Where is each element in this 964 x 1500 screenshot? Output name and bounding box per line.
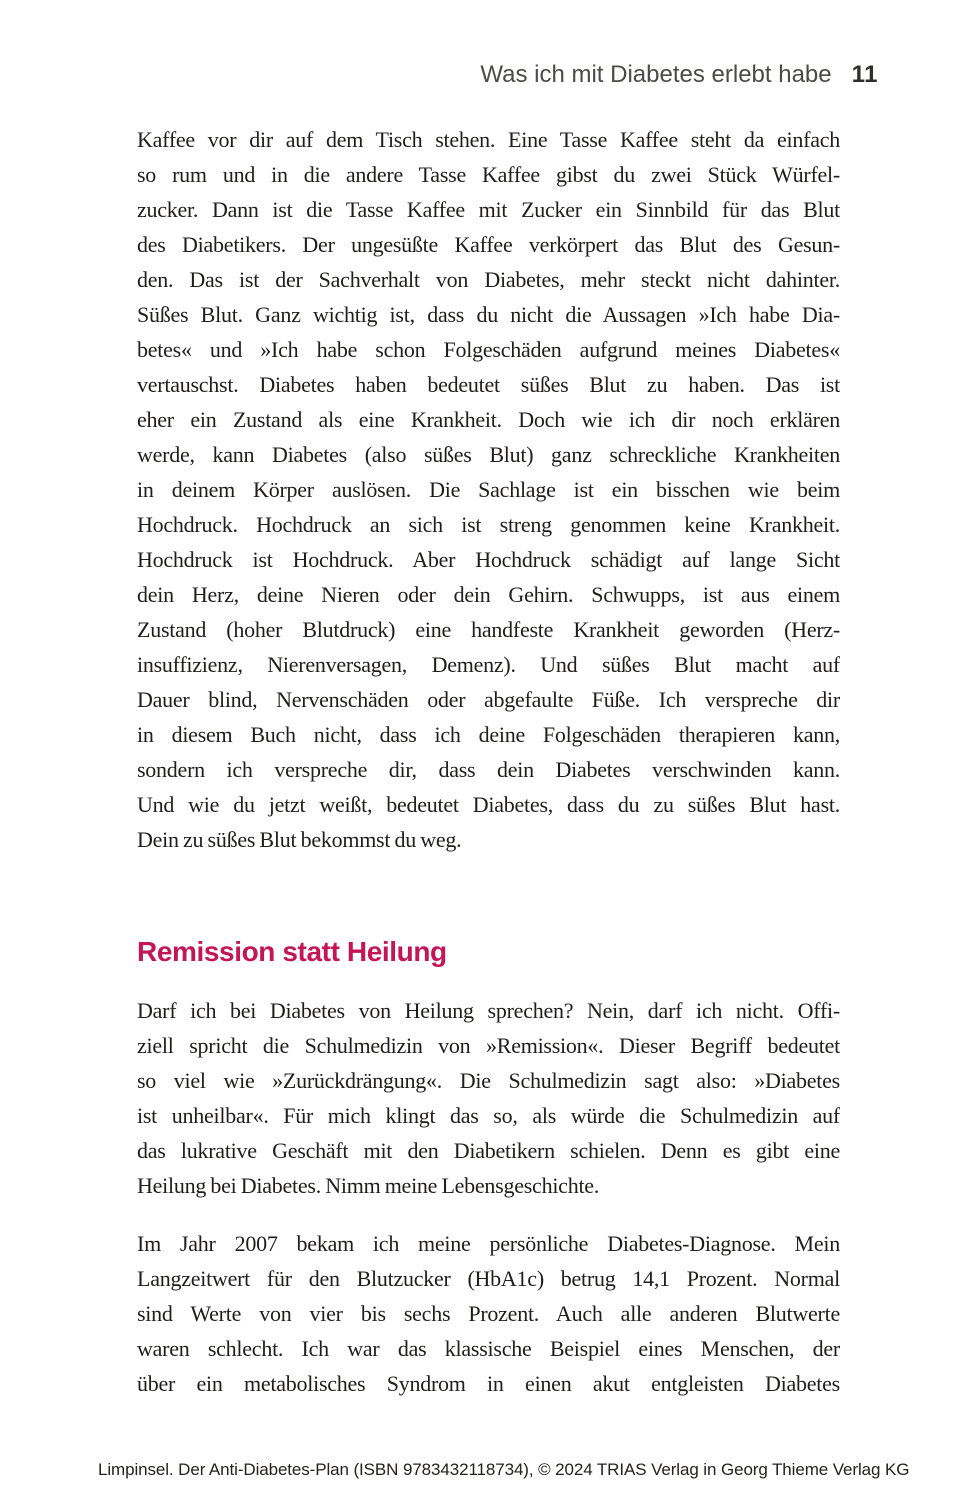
text-line: den. Das ist der Sachverhalt von Diabetes, mehr steckt nicht dahinter. bbox=[137, 267, 840, 292]
text-line: eher ein Zustand als eine Krankheit. Doch wie ich dir noch erklären bbox=[137, 407, 840, 432]
text-line: über ein metabolisches Syndrom in einen akut entgleisten Diabetes bbox=[137, 1371, 840, 1396]
text-line: ziell spricht die Schulmedizin von »Remission«. Dieser Begriff bedeutet bbox=[137, 1033, 840, 1058]
text-line: vertauschst. Diabetes haben bedeutet süßes Blut zu haben. Das ist bbox=[137, 372, 840, 397]
text-line: Langzeitwert für den Blutzucker (HbA1c) betrug 14,1 Prozent. Normal bbox=[137, 1266, 840, 1291]
text-line: in diesem Buch nicht, dass ich deine Folgeschäden therapieren kann, bbox=[137, 722, 840, 747]
text-line: Dauer blind, Nervenschäden oder abgefaulte Füße. Ich verspreche dir bbox=[137, 687, 840, 712]
text-line: das lukrative Geschäft mit den Diabetikern schielen. Denn es gibt eine bbox=[137, 1138, 840, 1163]
running-header bbox=[137, 60, 878, 90]
running-title: Was ich mit Diabetes erlebt habe bbox=[480, 61, 832, 88]
body-paragraph-3 bbox=[137, 1226, 840, 1401]
text-line: insuffizienz, Nierenversagen, Demenz). Und süßes Blut macht auf bbox=[137, 652, 840, 677]
page-number: 11 bbox=[851, 61, 878, 88]
text-line: Süßes Blut. Ganz wichtig ist, dass du nicht die Aussagen »Ich habe Dia- bbox=[137, 302, 840, 327]
text-line: betes« und »Ich habe schon Folgeschäden aufgrund meines Diabetes« bbox=[137, 337, 840, 362]
text-line: Zustand (hoher Blutdruck) eine handfeste Krankheit geworden (Herz- bbox=[137, 617, 840, 642]
text-line: waren schlecht. Ich war das klassische Beispiel eines Menschen, der bbox=[137, 1336, 840, 1361]
text-line: des Diabetikers. Der ungesüßte Kaffee verkörpert das Blut des Gesun- bbox=[137, 232, 840, 257]
text-line: Hochdruck ist Hochdruck. Aber Hochdruck schädigt auf lange Sicht bbox=[137, 547, 840, 572]
text-line: sondern ich verspreche dir, dass dein Diabetes verschwinden kann. bbox=[137, 757, 840, 782]
text-line: Dein zu süßes Blut bekommst du weg. bbox=[137, 827, 462, 852]
footer-credit-line: Limpinsel. Der Anti-Diabetes-Plan (ISBN 9783432118734), © 2024 TRIAS Verlag in Georg Thieme Verlag KG bbox=[98, 1460, 910, 1479]
text-line: Darf ich bei Diabetes von Heilung sprechen? Nein, darf ich nicht. Offi- bbox=[137, 998, 840, 1023]
text-line: sind Werte von vier bis sechs Prozent. Auch alle anderen Blutwerte bbox=[137, 1301, 840, 1326]
text-line: ist unheilbar«. Für mich klingt das so, als würde die Schulmedizin auf bbox=[137, 1103, 840, 1128]
body-paragraph-1 bbox=[137, 122, 840, 857]
text-line: werde, kann Diabetes (also süßes Blut) ganz schreckliche Krankheiten bbox=[137, 442, 840, 467]
text-line: so viel wie »Zurückdrängung«. Die Schulmedizin sagt also: »Diabetes bbox=[137, 1068, 840, 1093]
section-heading: Remission statt Heilung bbox=[137, 936, 447, 967]
text-line: in deinem Körper auslösen. Die Sachlage ist ein bisschen wie beim bbox=[137, 477, 840, 502]
text-line: Hochdruck. Hochdruck an sich ist streng genommen keine Krankheit. bbox=[137, 512, 840, 537]
text-line: Im Jahr 2007 bekam ich meine persönliche Diabetes-Diagnose. Mein bbox=[137, 1231, 840, 1256]
text-line: Kaffee vor dir auf dem Tisch stehen. Eine Tasse Kaffee steht da einfach bbox=[137, 127, 840, 152]
text-line: dein Herz, deine Nieren oder dein Gehirn. Schwupps, ist aus einem bbox=[137, 582, 840, 607]
text-line: zucker. Dann ist die Tasse Kaffee mit Zucker ein Sinnbild für das Blut bbox=[137, 197, 840, 222]
text-line: Und wie du jetzt weißt, bedeutet Diabetes, dass du zu süßes Blut hast. bbox=[137, 792, 840, 817]
body-paragraph-2 bbox=[137, 993, 840, 1203]
text-line: Heilung bei Diabetes. Nimm meine Lebensgeschichte. bbox=[137, 1173, 600, 1198]
text-line: so rum und in die andere Tasse Kaffee gibst du zwei Stück Würfel- bbox=[137, 162, 840, 187]
